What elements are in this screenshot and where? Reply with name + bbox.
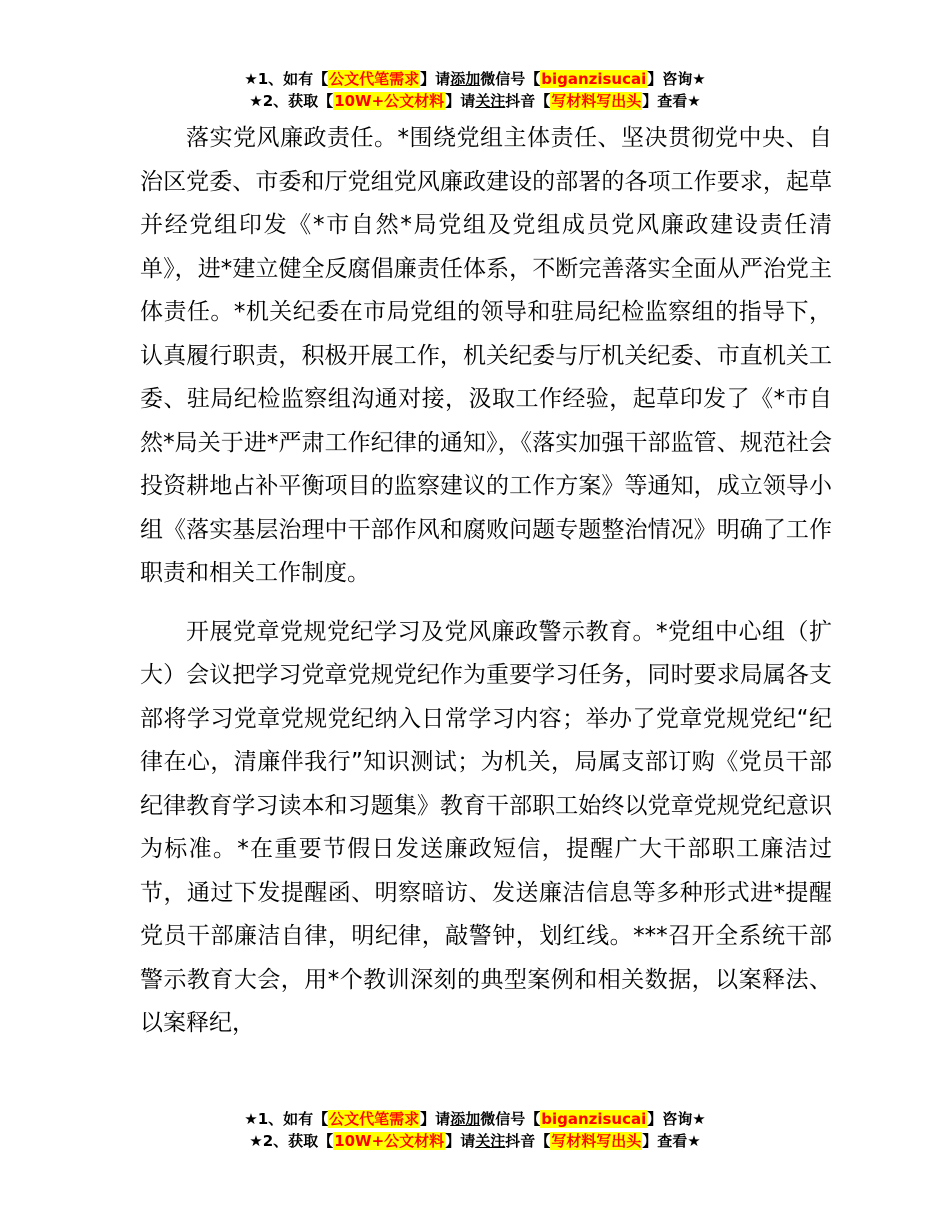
banner-underline: 关注 bbox=[475, 92, 506, 110]
banner-underline: 添加 bbox=[450, 70, 481, 88]
banner-text: ★1、如有【 bbox=[244, 70, 329, 88]
banner-line-1 bbox=[0, 1108, 950, 1130]
banner-text: ★2、获取【 bbox=[249, 92, 334, 110]
banner-text: 抖音【 bbox=[505, 92, 551, 110]
banner-line-2 bbox=[0, 90, 950, 112]
banner-text: 抖音【 bbox=[505, 1132, 551, 1150]
banner-highlight: 公文代笔需求 bbox=[329, 1110, 420, 1128]
banner-text: ★2、获取【 bbox=[249, 1132, 334, 1150]
paragraph: 落实党风廉政责任。*围绕党组主体责任、坚决贯彻党中央、自治区党委、市委和厅党组党风廉政建设的部署的各项工作要求，起草并经党组印发《*市自然*局党组及党组成员党风廉政建设责任清单》，进*建立健全反腐倡廉责任体系，不断完善落实全面从严治党主体责任。*机关纪委在市局党组的领导和驻局纪检监察组的指导下，认真履行职责，积极开展工作，机关纪委与厅机关纪委、市直机关工委、驻局纪检监察组沟通对接，汲取工作经验，起草印发了《*市自然*局关于进*严肃工作纪律的通知》，《落实加强干部监管、规范社会投资耕地占补平衡项目的监察建议的工作方案》等通知，成立领导小组《落实基层治理中干部作风和腐败问题专题整治情况》明确了工作职责和相关工作制度。 bbox=[140, 125, 832, 586]
banner-text: 】查看★ bbox=[642, 92, 701, 110]
footer-banner bbox=[0, 1108, 950, 1152]
banner-highlight: biganzisucai bbox=[541, 1110, 647, 1128]
banner-highlight: 10W+公文材料 bbox=[334, 1132, 445, 1150]
banner-text: 】请 bbox=[445, 92, 476, 110]
banner-line-1 bbox=[0, 68, 950, 90]
header-banner bbox=[0, 68, 950, 112]
banner-underline: 关注 bbox=[475, 1132, 506, 1150]
banner-text: 】请 bbox=[420, 70, 451, 88]
banner-highlight: 公文代笔需求 bbox=[329, 70, 420, 88]
banner-highlight: biganzisucai bbox=[541, 70, 647, 88]
banner-underline: 添加 bbox=[450, 1110, 481, 1128]
banner-text: 】咨询★ bbox=[647, 70, 706, 88]
banner-text: 微信号【 bbox=[480, 70, 541, 88]
banner-highlight: 写材料写出头 bbox=[551, 1132, 642, 1150]
banner-line-2 bbox=[0, 1130, 950, 1152]
banner-text: ★1、如有【 bbox=[244, 1110, 329, 1128]
banner-highlight: 10W+公文材料 bbox=[334, 92, 445, 110]
banner-text: 】咨询★ bbox=[647, 1110, 706, 1128]
banner-text: 】请 bbox=[420, 1110, 451, 1128]
banner-highlight: 写材料写出头 bbox=[551, 92, 642, 110]
banner-text: 微信号【 bbox=[480, 1110, 541, 1128]
document-body bbox=[140, 117, 832, 1046]
banner-text: 】请 bbox=[445, 1132, 476, 1150]
paragraph: 开展党章党规党纪学习及党风廉政警示教育。*党组中心组（扩大）会议把学习党章党规党纪作为重要学习任务，同时要求局属各支部将学习党章党规党纪纳入日常学习内容；举办了党章党规党纪“纪律在心，清廉伴我行”知识测试；为机关，局属支部订购《党员干部纪律教育学习读本和习题集》教育干部职工始终以党章党规党纪意识为标准。*在重要节假日发送廉政短信，提醒广大干部职工廉洁过节，通过下发提醒函、明察暗访、发送廉洁信息等多种形式进*提醒党员干部廉洁自律，明纪律，敲警钟，划红线。***召开全系统干部警示教育大会，用*个教训深刻的典型案例和相关数据，以案释法、以案释纪， bbox=[140, 618, 832, 1036]
banner-text: 】查看★ bbox=[642, 1132, 701, 1150]
